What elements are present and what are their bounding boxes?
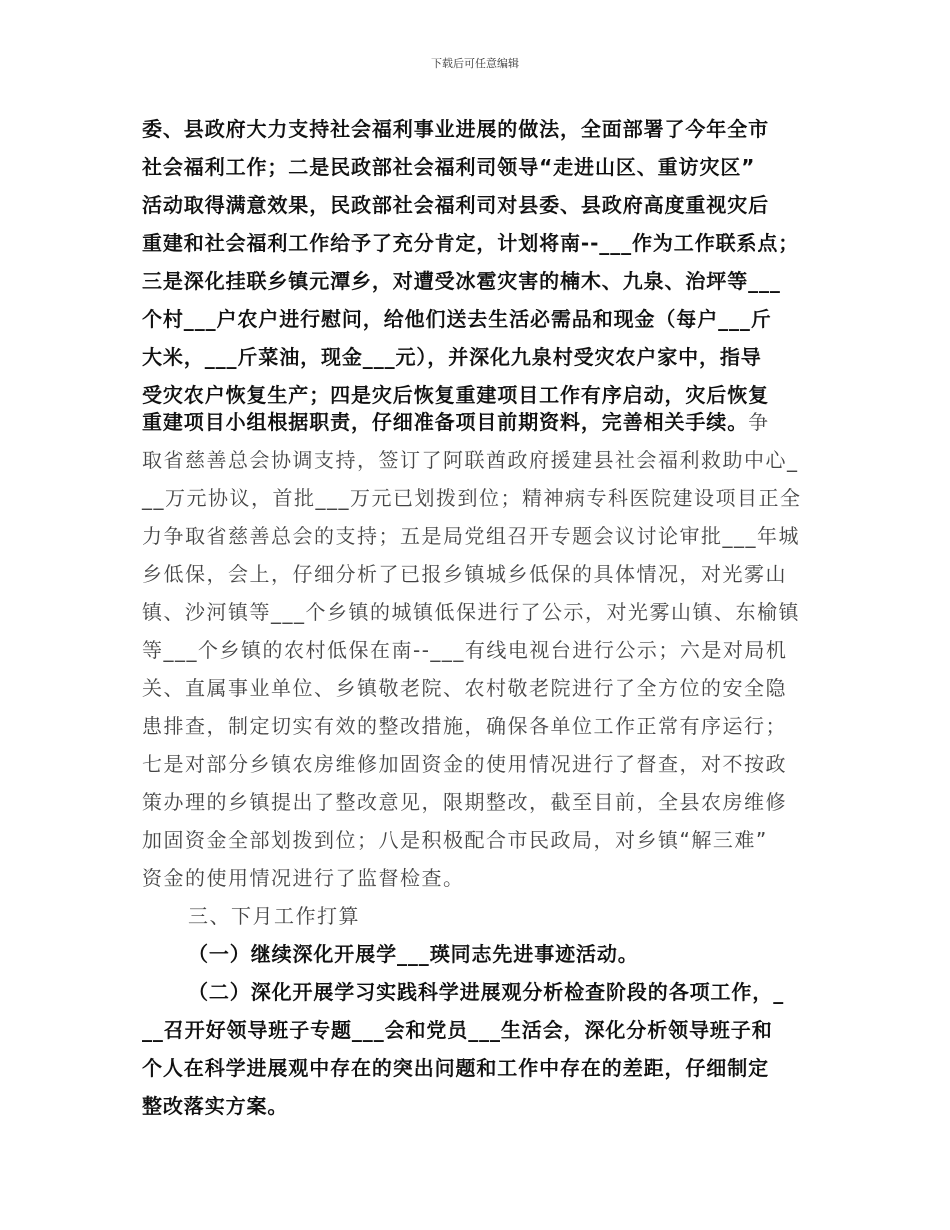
sub-item-2: （二）深化开展学习实践科学进展观分析检查阶段的各项工作，_ bbox=[188, 980, 785, 1004]
text-line: 镇、沙河镇等___个乡镇的城镇低保进行了公示，对光雾山镇、东榆镇 bbox=[142, 600, 800, 624]
text-line: 乡低保，会上，仔细分析了已报乡镇城乡低保的具体情况，对光雾山 bbox=[142, 562, 787, 586]
text-line: 加固资金全部划拨到位；八是积极配合市民政局，对乡镇“解三难” bbox=[142, 828, 768, 852]
text-line: 大米，___斤菜油，现金___元），并深化九泉村受灾农户家中，指导 bbox=[142, 345, 762, 369]
text-line: 关、直属事业单位、乡镇敬老院、农村敬老院进行了全方位的安全隐 bbox=[142, 676, 787, 700]
text-line: 委、县政府大力支持社会福利事业进展的做法，全面部署了今年全市 bbox=[142, 117, 769, 141]
text-line: 策办理的乡镇提出了整改意见，限期整改，截至目前，全县农房维修 bbox=[142, 790, 787, 814]
text-line: 个村___户农户进行慰问，给他们送去生活必需品和现金（每户___斤 bbox=[142, 307, 772, 331]
sub-item-1: （一）继续深化开展学___瑛同志先进事迹活动。 bbox=[188, 942, 639, 966]
text-line: __万元协议，首批___万元已划拨到位；精神病专科医院建设项目正全 bbox=[142, 486, 802, 510]
text-line: 患排查，制定切实有效的整改措施，确保各单位工作正常有序运行； bbox=[142, 714, 787, 738]
text-line: 取省慈善总会协调支持，签订了阿联酋政府援建县社会福利救助中心_ bbox=[142, 448, 799, 472]
text-line: 七是对部分乡镇农房维修加固资金的使用情况进行了督查，对不按政 bbox=[142, 752, 787, 776]
text-line: 社会福利工作；二是民政部社会福利司领导“走进山区、重访灾区” bbox=[142, 155, 756, 179]
text-line-bold-part: 重建项目小组根据职责，仔细准备项目前期资料，完善相关手续。 bbox=[142, 410, 749, 434]
text-line: 个人在科学进展观中存在的突出问题和工作中存在的差距，仔细制定 bbox=[142, 1056, 769, 1080]
text-line-mixed bbox=[142, 410, 812, 434]
section-heading: 三、下月工作打算 bbox=[188, 904, 360, 928]
text-line: 等___个乡镇的农村低保在南--___有线电视台进行公示；六是对局机 bbox=[142, 638, 788, 662]
text-line: __召开好领导班子专题___会和党员___生活会，深化分析领导班子和 bbox=[142, 1018, 773, 1042]
text-line-light-part: 争 bbox=[748, 410, 770, 434]
text-line: 三是深化挂联乡镇元潭乡，对遭受冰雹灾害的楠木、九泉、治坪等___ bbox=[142, 269, 781, 293]
text-line: 活动取得满意效果，民政部社会福利司对县委、县政府高度重视灾后 bbox=[142, 193, 769, 217]
text-line: 重建和社会福利工作给予了充分肯定，计划将南--___作为工作联系点； bbox=[142, 231, 800, 255]
text-line: 力争取省慈善总会的支持；五是局党组召开专题会议讨论审批___年城 bbox=[142, 524, 800, 548]
page-header: 下载后可任意编辑 bbox=[431, 57, 519, 70]
text-line: 资金的使用情况进行了监督检查。 bbox=[142, 866, 465, 890]
text-line: 受灾农户恢复生产；四是灾后恢复重建项目工作有序启动，灾后恢复 bbox=[142, 383, 769, 407]
text-line: 整改落实方案。 bbox=[142, 1094, 289, 1118]
